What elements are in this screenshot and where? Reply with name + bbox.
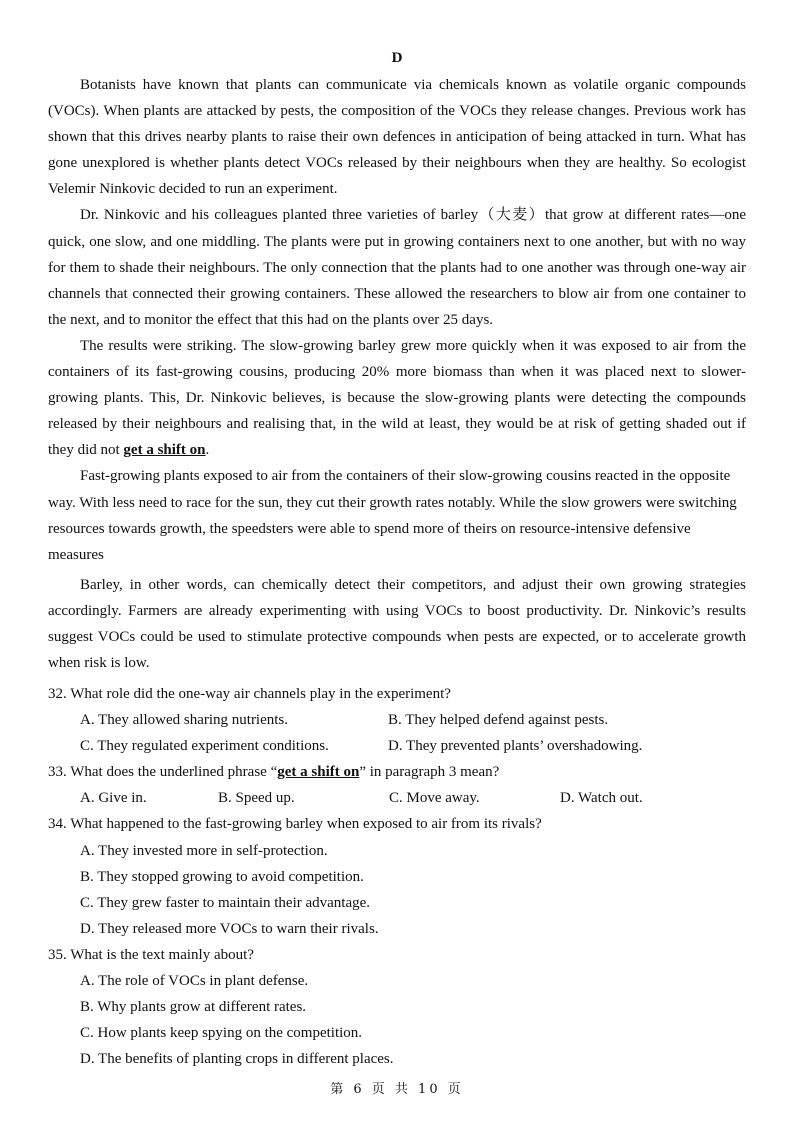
paragraph-4: Fast-growing plants exposed to air from the containers of their slow-growing cousins reacted in the opposite way. With less need to race for the sun, they cut their growth rates notably. While the slow growers were switching resources towards growth, the speedsters were able to spend more of theirs on resource-intensive defensive measures bbox=[48, 468, 737, 563]
question-33 bbox=[48, 759, 746, 811]
question-stem-end: ” in paragraph 3 mean? bbox=[359, 764, 500, 781]
paragraph-1: Botanists have known that plants can communicate via chemicals known as volatile organic compounds (VOCs). When plants are attacked by pests, the composition of the VOCs they release changes. Previous work has shown that this drives nearby plants to raise their own defences in anticipation of being attacked in turn. What has gone unexplored is whether plants detect VOCs released by their neighbours when they are healthy. So ecologist Velemir Ninkovic decided to run an experiment. bbox=[48, 77, 746, 198]
paragraph-5: Barley, in other words, can chemically detect their competitors, and adjust their own growing strategies accordingly. Farmers are already experimenting with using VOCs to boost productivity. Dr. Ninkovic’s results suggest VOCs could be used to stimulate protective compounds when pests are expected, or to accelerate growth when risk is low. bbox=[48, 576, 746, 672]
question-stem bbox=[48, 759, 746, 785]
question-35 bbox=[48, 942, 746, 1072]
option-row bbox=[48, 785, 746, 811]
question-stem-text: 33. What does the underlined phrase “ bbox=[48, 764, 278, 781]
page-footer: 第 6 页 共 10 页 bbox=[330, 1082, 464, 1097]
option-row bbox=[48, 733, 746, 759]
paragraph-3-end: . bbox=[205, 442, 210, 459]
option-d: D. The benefits of planting crops in different places. bbox=[80, 1051, 394, 1068]
question-stem: 34. What happened to the fast-growing barley when exposed to air from its rivals? bbox=[48, 816, 542, 833]
section-title: D bbox=[391, 50, 403, 66]
option-b: B. They helped defend against pests. bbox=[388, 712, 609, 729]
paragraph-2: Dr. Ninkovic and his colleagues planted three varieties of barley（大麦）that grow at different rates—one quick, one slow, and one middling. The plants were put in growing containers next to one another, but with no way for them to shade their neighbours. The only connection that the plants had to one another was through one-way air channels that connected their growing containers. These allowed the researchers to blow air from one container to the next, and to monitor the effect that this had on the plants over 25 days. bbox=[48, 207, 746, 328]
question-list bbox=[48, 681, 746, 1072]
underlined-phrase: get a shift on bbox=[277, 764, 360, 781]
option-b: B. Why plants grow at different rates. bbox=[80, 999, 307, 1016]
question-stem: 35. What is the text mainly about? bbox=[48, 946, 254, 963]
option-d: D. They prevented plants’ overshadowing. bbox=[388, 738, 643, 755]
option-c: C. How plants keep spying on the competition. bbox=[80, 1025, 363, 1042]
question-32 bbox=[48, 681, 746, 759]
option-d: D. Watch out. bbox=[560, 790, 643, 807]
question-stem: 32. What role did the one-way air channels play in the experiment? bbox=[48, 686, 451, 702]
option-a: A. Give in. bbox=[80, 790, 147, 807]
paragraph-3 bbox=[48, 333, 746, 463]
reading-passage bbox=[48, 72, 746, 676]
option-b: B. They stopped growing to avoid competition. bbox=[80, 868, 364, 885]
option-d: D. They released more VOCs to warn their rivals. bbox=[80, 920, 379, 937]
question-34 bbox=[48, 811, 746, 941]
option-a: A. They invested more in self-protection. bbox=[80, 842, 328, 859]
option-a: A. They allowed sharing nutrients. bbox=[80, 712, 289, 729]
option-c: C. They grew faster to maintain their advantage. bbox=[80, 894, 371, 911]
option-a: A. The role of VOCs in plant defense. bbox=[80, 973, 309, 990]
underlined-phrase: get a shift on bbox=[123, 442, 206, 459]
option-c: C. Move away. bbox=[389, 790, 480, 807]
option-row bbox=[48, 707, 746, 733]
option-b: B. Speed up. bbox=[218, 790, 295, 807]
option-c: C. They regulated experiment conditions. bbox=[80, 738, 329, 755]
paragraph-3-text: The results were striking. The slow-growing barley grew more quickly when it was exposed to air from the containers of its fast-growing cousins, producing 20% more biomass than when it was placed next to slower-growing plants. This, Dr. Ninkovic believes, is because the slow-growing plants were detecting the compounds released by their neighbours and realising that, in the wild at least, they would be at risk of getting shaded out if they did not bbox=[48, 337, 746, 459]
